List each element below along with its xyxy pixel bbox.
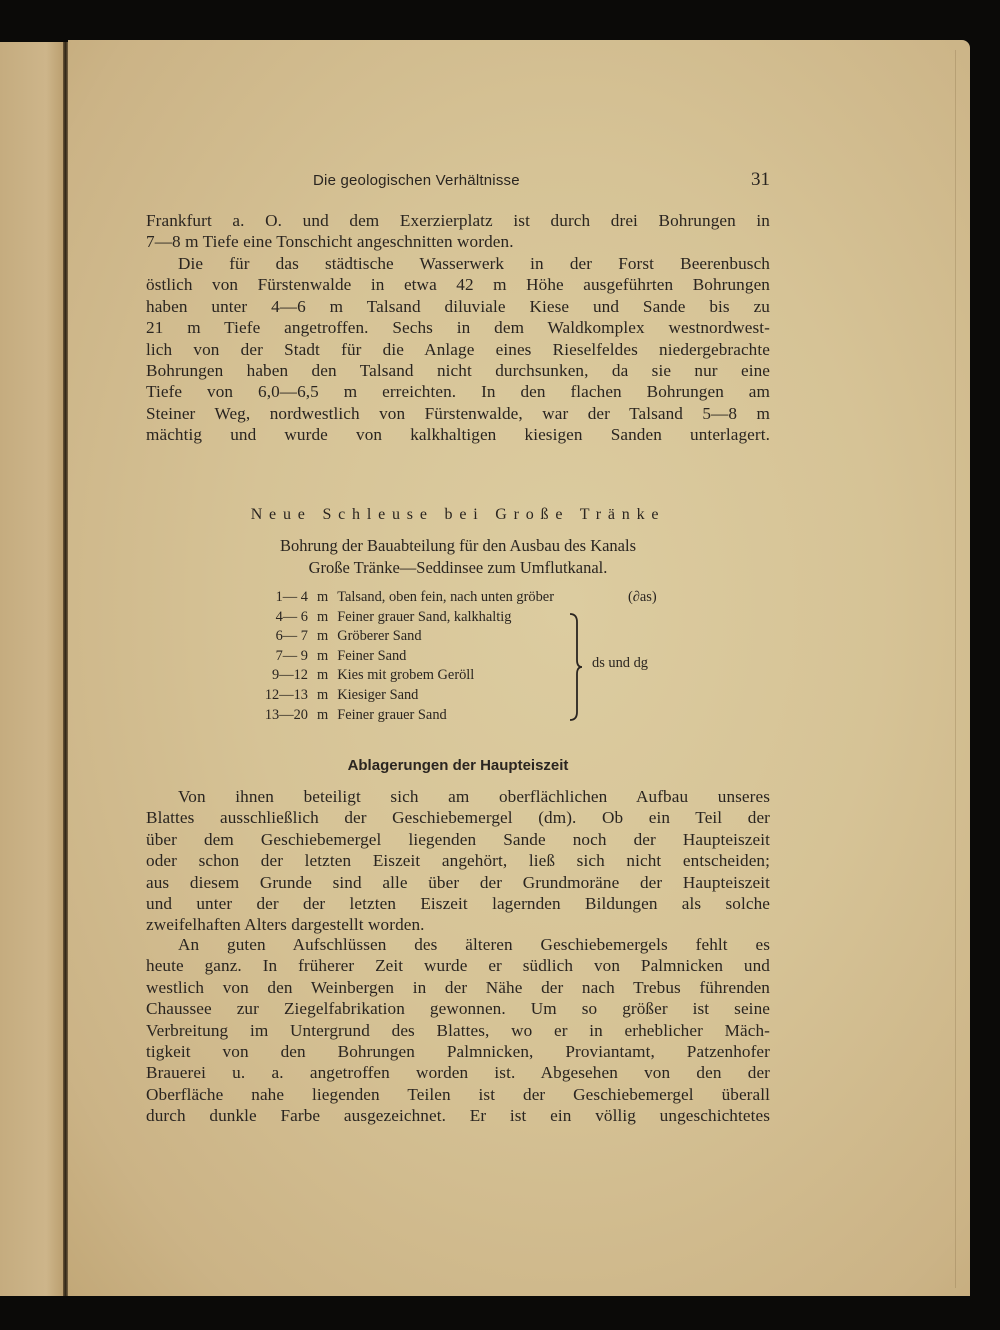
depth-range: 4— 6 — [275, 608, 308, 625]
text-line: Blattes ausschließlich der Geschiebemergel (dm). Ob ein Teil der — [146, 808, 770, 828]
text-line: tigkeit von den Bohrungen Palmnicken, Proviantamt, Patzenhofer — [146, 1041, 770, 1061]
depth-unit: m — [317, 647, 329, 664]
paragraph-2 — [146, 253, 770, 446]
depth-range: 6— 7 — [275, 628, 308, 645]
stratum-description: Feiner Sand — [337, 647, 407, 664]
text-line: oder schon der letzten Eiszeit angehört, ließ sich nicht entscheiden; — [146, 851, 770, 871]
right-brace-icon — [568, 612, 584, 722]
text-line: westlich von den Weinbergen in der Nähe der nach Trebus führenden — [146, 977, 770, 997]
text-line: mächtig und wurde von kalkhaltigen kiesigen Sanden unterlagert. — [146, 425, 770, 445]
depth-range: 7— 9 — [275, 647, 308, 664]
paragraph-3 — [146, 786, 770, 936]
borehole-heading: Neue Schleuse bei Große Tränke — [250, 506, 666, 523]
depth-range: 9—12 — [272, 667, 308, 684]
stratum-row — [256, 608, 676, 628]
stratum-row — [256, 627, 676, 647]
paragraph-4 — [146, 934, 770, 1127]
text-line: Oberfläche nahe liegenden Teilen ist der Geschiebemergel überall — [146, 1084, 770, 1104]
paragraph-1-end — [146, 231, 770, 252]
text-line: Steiner Weg, nordwestlich von Fürstenwalde, war der Talsand 5—8 m — [146, 403, 770, 423]
text-line: östlich von Fürstenwalde in etwa 42 m Höhe ausgeführten Bohrungen — [146, 275, 770, 295]
stratum-group-label: ds und dg — [592, 655, 648, 671]
text-line: Die für das städtische Wasserwerk in der Forst Beerenbusch — [178, 254, 770, 273]
depth-range: 13—20 — [264, 706, 308, 723]
depth-unit: m — [317, 667, 329, 684]
borehole-subtitle: Große Tränke—Seddinsee zum Umflutkanal. — [308, 558, 608, 577]
depth-range: 1— 4 — [275, 589, 308, 605]
section-heading: Ablagerungen der Haupteiszeit — [347, 757, 569, 774]
borehole-subtitle: Bohrung der Bauabteilung für den Ausbau des Kanals — [279, 536, 637, 555]
stratum-description: Kies mit grobem Geröll — [337, 667, 475, 684]
facing-page-edge — [0, 42, 66, 1296]
text-line: heute ganz. In früherer Zeit wurde er südlich von Palmnicken und — [146, 956, 770, 976]
text-line: über dem Geschiebemergel liegenden Sande noch der Haupteiszeit — [146, 829, 770, 849]
text-line: haben unter 4—6 m Talsand diluviale Kiese und Sande bis zu — [146, 296, 770, 316]
text-line: lich von der Stadt für die Anlage eines Rieselfeldes niedergebrachte — [146, 339, 770, 359]
text-line: durch dunkle Farbe ausgezeichnet. Er ist ein völlig ungeschichtetes — [146, 1106, 770, 1126]
depth-unit: m — [317, 589, 329, 605]
page-edge-line — [955, 50, 956, 1288]
stratum-description: Kiesiger Sand — [337, 686, 419, 703]
depth-range: 12—13 — [264, 686, 308, 703]
stratum-row — [256, 588, 676, 608]
page-number: 31 — [751, 169, 770, 190]
stratum-description: Gröberer Sand — [337, 628, 422, 645]
stratum-description: Feiner grauer Sand — [337, 706, 447, 723]
text-line: 21 m Tiefe angetroffen. Sechs in dem Waldkomplex westnordwest- — [146, 318, 770, 338]
running-head — [146, 169, 770, 196]
book-gutter — [63, 42, 68, 1296]
depth-unit: m — [317, 628, 329, 645]
text-line: Bohrungen haben den Talsand nicht durchsunken, da sie nur eine — [146, 360, 770, 380]
stratum-description: Talsand, oben fein, nach unten gröber — [337, 589, 554, 605]
text-line: 7—8 m Tiefe eine Tonschicht angeschnitten worden. — [146, 232, 514, 251]
stratum-note: (∂as) — [628, 589, 657, 605]
stratum-row — [256, 706, 676, 726]
text-line: An guten Aufschlüssen des älteren Geschiebemergels fehlt es — [178, 935, 770, 954]
text-line: Von ihnen beteiligt sich am oberflächlichen Aufbau unseres — [178, 787, 770, 806]
text-line: Frankfurt a. O. und dem Exerzierplatz ist durch drei Bohrungen in — [146, 211, 770, 230]
text-line: und unter der der letzten Eiszeit lagernden Bildungen als solche — [146, 893, 770, 913]
text-line: zweifelhaften Alters dargestellt worden. — [146, 915, 425, 935]
paragraph-1 — [146, 210, 770, 231]
text-line: aus diesem Grunde sind alle über der Grundmoräne der Haupteiszeit — [146, 872, 770, 892]
text-line: Tiefe von 6,0—6,5 m erreichten. In den flachen Bohrungen am — [146, 382, 770, 402]
depth-unit: m — [317, 706, 329, 723]
text-line: Verbreitung im Untergrund des Blattes, wo er in erheblicher Mäch- — [146, 1020, 770, 1040]
depth-unit: m — [317, 608, 329, 625]
stratum-row — [256, 686, 676, 706]
stratum-description: Feiner grauer Sand, kalkhaltig — [337, 608, 512, 625]
text-line: Chaussee zur Ziegelfabrikation gewonnen. Um so größer ist seine — [146, 999, 770, 1019]
depth-unit: m — [317, 686, 329, 703]
running-title: Die geologischen Verhältnisse — [313, 172, 520, 189]
text-line: Brauerei u. a. angetroffen worden ist. Abgesehen von den der — [146, 1063, 770, 1083]
